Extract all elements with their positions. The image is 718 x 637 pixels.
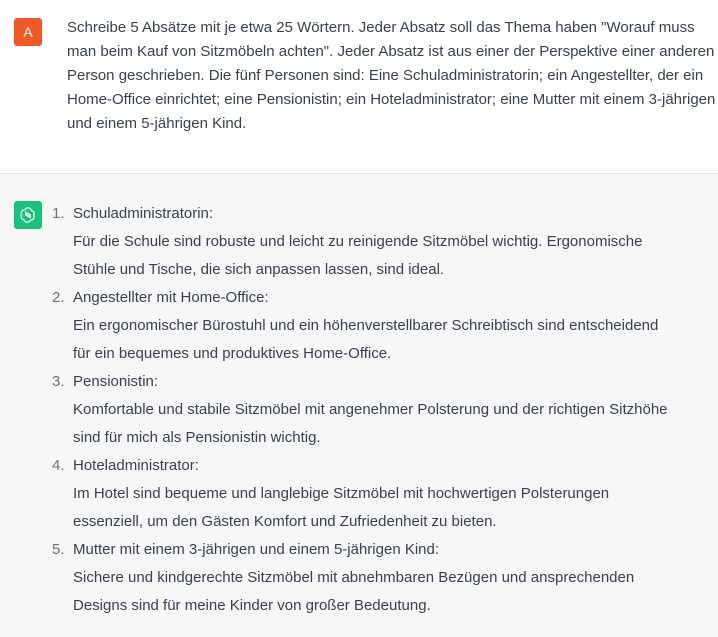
list-item-text-line-1: Für die Schule sind robuste und leicht zu reinigende Sitzmöbel wichtig. Ergonomische [73,233,643,250]
user-message-text: Schreibe 5 Absätze mit je etwa 25 Wörtern. Jeder Absatz soll das Thema haben "Worauf muss man beim Kauf von Sitzmöbeln achten". Jeder Absatz ist aus einer der Perspektive einer anderen Person geschrieben. Die fünf Personen sind: Eine Schuladministratorin; ein Angestellter, der ein Home-Office einrichtet; eine Pensionistin; ein Hoteladministrator; eine Mutter mit einem 3-jährigen und einem 5-jährigen Kind. [67,19,716,132]
list-item-number: 1. [52,205,65,222]
list-item-title: Angestellter mit Home-Office: [73,289,269,306]
list-item-text-line-1: Sichere und kindgerechte Sitzmöbel mit abnehmbaren Bezügen und ansprechenden [73,569,635,586]
list-item-text-line-2: für ein bequemes und produktives Home-Office. [73,345,392,362]
list-item-number: 4. [52,457,65,474]
list-item-text-line-1: Im Hotel sind bequeme und langlebige Sitzmöbel mit hochwertigen Polsterungen [73,485,610,502]
list-item [0,284,718,368]
user-avatar [14,18,42,46]
list-item [0,452,718,536]
list-item-text-line-1: Komfortable und stabile Sitzmöbel mit angenehmer Polsterung und der richtigen Sitzhöhe [73,401,668,418]
list-item-number: 3. [52,373,65,390]
user-message [0,0,718,174]
list-item-text-line-1: Ein ergonomischer Bürostuhl und ein höhenverstellbarer Schreibtisch sind entscheidend [73,317,659,334]
list-item [0,200,718,284]
list-item-text-line-2: Stühle und Tische, die sich anpassen lassen, sind ideal. [73,261,445,278]
answer-list [0,200,718,620]
list-item-title: Hoteladministrator: [73,457,199,474]
user-avatar-letter: A [23,24,33,40]
assistant-message [0,174,718,637]
list-item-text-line-2: sind für mich als Pensionistin wichtig. [73,429,321,446]
list-item-title: Schuladministratorin: [73,205,214,222]
list-item-title: Pensionistin: [73,373,159,390]
list-item-number: 5. [52,541,65,558]
list-item-title: Mutter mit einem 3-jährigen und einem 5-jährigen Kind: [73,541,440,558]
list-item-number: 2. [52,289,65,306]
list-item-text-line-2: Designs sind für meine Kinder von großer Bedeutung. [73,597,431,614]
list-item [0,368,718,452]
list-item [0,536,718,620]
list-item-text-line-2: essenziell, um den Gästen Komfort und Zufriedenheit zu bieten. [73,513,497,530]
